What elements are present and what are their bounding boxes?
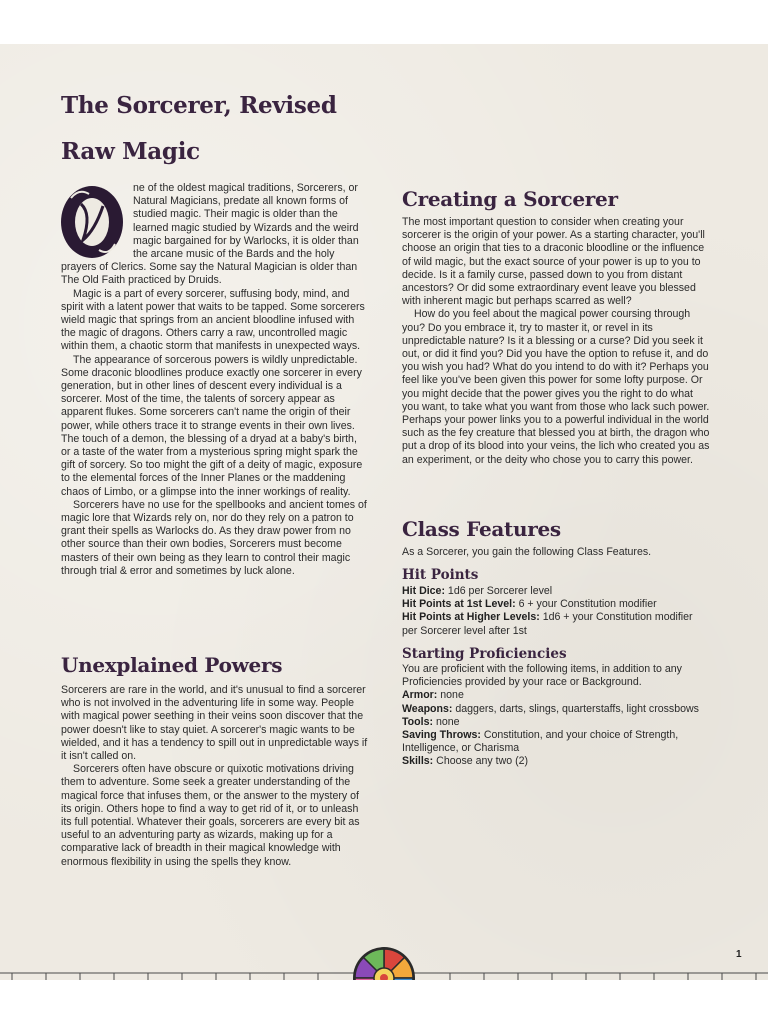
heading-unexplained-powers: Unexplained Powers: [61, 653, 283, 677]
heading-hit-points: Hit Points: [402, 567, 479, 583]
dropcap-icon: [59, 184, 125, 260]
page-subtitle: Raw Magic: [61, 138, 200, 165]
paragraph-4: Sorcerers have no use for the spellbooks and ancient tomes of magic lore that Wizards rely on, nor do they rely on a patron to grant their spells as Warlocks do. As they draw power from no other source than their own bodies, Sorcerers must become masters of their own being as they learn to control their magic through trial & error and sometimes by luck alone.: [61, 498, 367, 577]
page-number: 1: [736, 949, 742, 960]
paragraph-2: Magic is a part of every sorcerer, suffusing body, mind, and spirit with a latent power that waits to be tapped. Some sorcerers wield magic that springs from an ancient bloodline infused with the magic of dragons. Others carry a raw, uncontrolled magic within them, a chaotic storm that manifests in unexpected ways.: [61, 287, 365, 353]
page-title: The Sorcerer, Revised: [61, 92, 337, 119]
heading-class-features: Class Features: [402, 517, 561, 541]
skills-line: Skills: Choose any two (2): [402, 755, 529, 768]
armor-line: Armor: none: [402, 689, 464, 702]
unexplained-section: [61, 684, 368, 869]
class-features-intro: As a Sorcerer, you gain the following Class Features.: [402, 546, 652, 558]
hp-first-level-line: Hit Points at 1st Level: 6 + your Constitution modifier: [402, 598, 657, 611]
creating-paragraph-1: The most important question to consider when creating your sorcerer is the origin of your power. As a starting character, you'll choose an origin that ties to a draconic bloodline or the influence of wild magic, but the exact source of your power is up to you to decide. Is it a family curse, passed down to you from distant ancestors? Or did some extraordinary event leave you blessed with inherent magic but perhaps scarred as well?: [402, 216, 705, 308]
heading-creating-sorcerer: Creating a Sorcerer: [402, 187, 618, 211]
proficiencies-list: [402, 663, 710, 769]
creating-paragraph-2: How do you feel about the magical power coursing through you? Do you embrace it, try to master it, or revel in its unpredictable nature? Is it a blessing or a curse? Did you seek it out, or did it find you? Did you have the option to refuse it, and do you wish you had? What do you intend to do with it? Perhaps you feel like you've been given this power for some lofty purpose. Or you might decide that the power gives you the right to do what you want, to take what you want from those who lack such power. Perhaps your power links you to a powerful individual in the world such as the fey creature that blessed you at birth, the dragon who put a drop of its blood into your veins, the lich who created you as an experiment, or the deity who chose you to carry this power.: [402, 308, 710, 466]
tools-line: Tools: none: [402, 715, 460, 728]
intro-paragraph: ne of the oldest magical traditions, Sorcerers, or Natural Magicians, predate all known forms of studied magic. Their magic is older than the learned magic studied by Wizards and the weird magic bargained for by Warlocks, it is older than the arcane music of the Bards and the holy prayers of Clerics. Some say the Natural Magician is older than The Old Faith practiced by Druids.: [61, 182, 359, 287]
intro-section: [61, 182, 368, 578]
document-page: [0, 44, 768, 980]
hp-higher-levels-line: Hit Points at Higher Levels: 1d6 + your Constitution modifier per Sorcerer level after 1st: [402, 611, 693, 637]
unexplained-paragraph-2: Sorcerers often have obscure or quixotic motivations driving them to adventure. Some seek a greater understanding of the magical force that infuses them, or the answer to the mystery of its origin. Others hope to find a way to get rid of it, or to unleash its full potential. Whatever their goals, sorcerers are every bit as useful to an adventuring party as wizards, making up for a comparative lack of breadth in their magical knowledge with enormous flexibility in using the spells they know.: [61, 763, 360, 868]
saving-throws-line: Saving Throws: Constitution, and your choice of Strength, Intelligence, or Charisma: [402, 729, 679, 755]
weapons-line: Weapons: daggers, darts, slings, quarterstaffs, light crossbows: [402, 702, 699, 715]
unexplained-paragraph-1: Sorcerers are rare in the world, and it's unusual to find a sorcerer who is not involved in the adventuring life in some way. People with magical power seething in their veins soon discover that the power doesn't like to stay quiet. A sorcerer's magic wants to be wielded, and it has a tendency to spill out in unpredictable ways if it isn't called on.: [61, 684, 368, 763]
paragraph-3: The appearance of sorcerous powers is wildly unpredictable. Some draconic bloodlines produce exactly one sorcerer in every generation, but in other lines of descent every individual is a sorcerer. Most of the time, the talents of sorcery appear as apparent flukes. Some sorcerers can't name the origin of their power, while others trace it to strange events in their own lives. The touch of a demon, the blessing of a dryad at a baby's birth, or a taste of the water from a mysterious spring might spark the gift of sorcery. So too might the gift of a deity of magic, exposure to the elemental forces of the Inner Planes or the maddening chaos of Limbo, or a glimpse into the inner workings of reality.: [61, 353, 363, 498]
hit-points-list: [402, 585, 710, 638]
creating-section: [402, 216, 710, 467]
proficiencies-intro: You are proficient with the following items, in addition to any Proficiencies provided by your race or Background.: [402, 663, 682, 689]
heading-starting-proficiencies: Starting Proficiencies: [402, 646, 567, 662]
hit-dice-line: Hit Dice: 1d6 per Sorcerer level: [402, 585, 553, 597]
stained-glass-rosette-icon: [352, 946, 416, 980]
